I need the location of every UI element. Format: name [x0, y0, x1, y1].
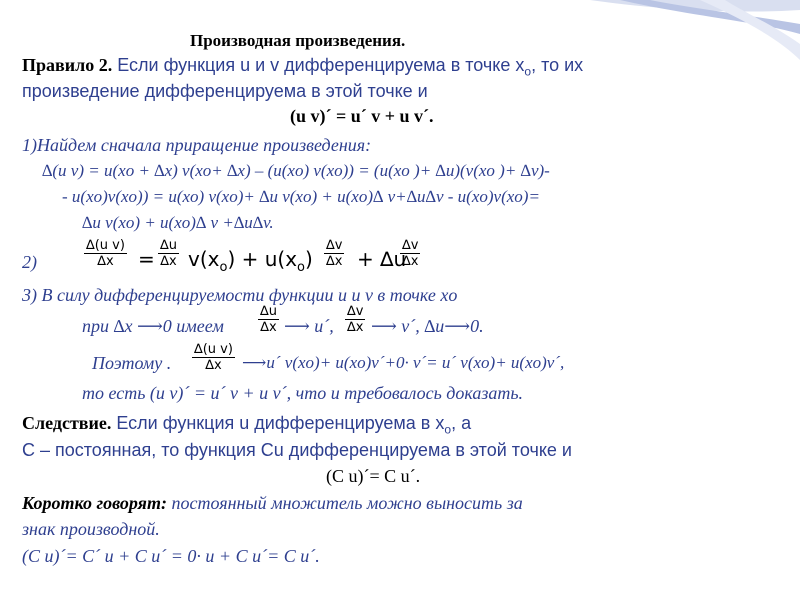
slide-title: Производная произведения. — [190, 31, 406, 50]
corollary-line-1 — [22, 413, 471, 440]
step2-plus-du: + ∆u — [357, 247, 407, 271]
step2-frac4-den: ∆x — [402, 254, 419, 269]
step1-line-1: ∆(u v) = u(xo + ∆x) v(xo+ ∆x) – (u(xo) v(xo)) = (u(xo )+ ∆u)(v(xo )+ ∆v)- — [42, 161, 550, 180]
step2-frac1-den: ∆x — [97, 254, 114, 269]
short-label: Коротко говорят: — [22, 493, 167, 513]
step3-frac1-den: ∆x — [260, 320, 277, 335]
step2-u-x: ) + u(x — [227, 247, 298, 271]
corollary-text-1-end: , а — [451, 413, 472, 433]
step3-frac3-num: ∆(u v) — [194, 342, 233, 357]
rule-line-2: произведение дифференцируема в этой точке и — [22, 81, 428, 101]
step1-header: 1)Найдем сначала приращение произведения: — [22, 135, 372, 155]
step3-frac1-num: ∆u — [260, 304, 277, 319]
step2-middle-term — [188, 248, 313, 279]
step3-line-4: то есть (u v)´ = u´ v + u v´, что и требовалось доказать. — [82, 383, 524, 403]
rule-subscript: o — [524, 64, 532, 79]
step3-frac2-num: ∆v — [347, 304, 364, 319]
step3-line-2a: при ∆x ⟶0 имеем — [82, 316, 224, 336]
step2-frac4-num: ∆v — [402, 238, 419, 253]
corollary-subscript: o — [444, 422, 452, 437]
step3-line-1: 3) В силу дифференцируемости функции u и v в точке xo — [22, 285, 458, 305]
step2-frac3-num: ∆v — [326, 238, 343, 253]
step2-fraction-2 — [158, 238, 179, 269]
step3-fraction-2 — [345, 304, 365, 335]
step3-fraction-1 — [258, 304, 279, 335]
step3-arrow-2: ⟶ v´, ∆u⟶0. — [371, 316, 484, 336]
corollary-line-2: С – постоянная, то функция Сu дифференцируема в этой точке и — [22, 440, 572, 460]
rule-line-1 — [22, 55, 583, 82]
short-line-2: знак производной. — [22, 519, 160, 539]
step2-sub-2: o — [297, 260, 306, 275]
step3-arrow-1: ⟶ u´, — [284, 316, 334, 336]
step3-line-3a: Поэтому . — [92, 353, 172, 373]
step2-close: ) — [305, 247, 313, 271]
corollary-text-1: Если функция u дифференцируема в x — [111, 413, 445, 433]
corollary-label: Следствие. — [22, 413, 112, 433]
step3-line-3b: ⟶u´ v(xo)+ u(xo)v´+0· v´= u´ v(xo)+ u(xo)v´, — [242, 353, 565, 372]
step3-frac3-den: ∆x — [205, 358, 222, 373]
step2-fraction-3 — [324, 238, 344, 269]
step2-fraction-4 — [400, 238, 420, 269]
step2-frac2-den: ∆x — [160, 254, 177, 269]
step3-frac2-den: ∆x — [347, 320, 364, 335]
rule-text-1: Если функция u и v дифференцируема в точке x — [112, 55, 525, 75]
step2-frac1-num: ∆(u v) — [86, 238, 125, 253]
short-line-1 — [22, 493, 523, 513]
step2-fraction-1 — [84, 238, 127, 269]
step1-line-2: - u(xo)v(xo)) = u(xo) v(xo)+ ∆u v(xo) + u(xo)∆ v+∆u∆v - u(xo)v(xo)= — [62, 187, 540, 206]
step2-frac2-num: ∆u — [160, 238, 177, 253]
short-text-1: постоянный множитель можно выносить за — [166, 493, 523, 513]
final-formula: (C u)´= C´ u + C u´ = 0· u + C u´= C u´. — [22, 546, 320, 566]
step3-fraction-3 — [192, 342, 235, 373]
step2-equals: = — [138, 247, 155, 271]
main-formula: (u v)´ = u´ v + u v´. — [290, 106, 434, 126]
rule-text-1-end: , то их — [531, 55, 584, 75]
step2-frac3-den: ∆x — [326, 254, 343, 269]
rule-label: Правило 2. — [22, 55, 113, 75]
step2-sub-1: o — [219, 260, 228, 275]
step1-line-3: ∆u v(xo) + u(xo)∆ v +∆u∆v. — [82, 213, 274, 232]
corollary-formula: (С u)´= C u´. — [326, 466, 421, 486]
step2-label: 2) — [22, 252, 37, 272]
step2-v-x: v(x — [188, 247, 220, 271]
